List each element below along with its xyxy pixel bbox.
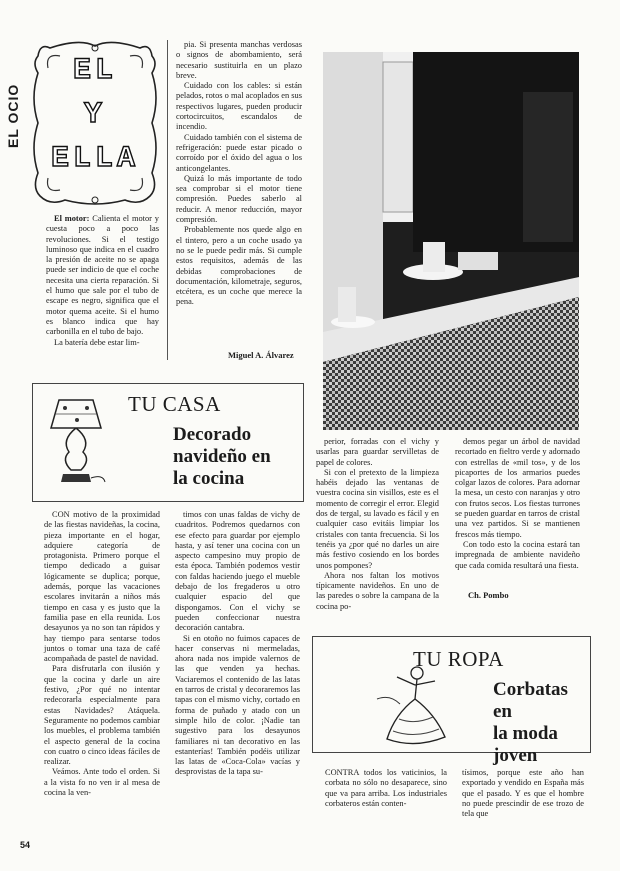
tu-casa-header-box bbox=[32, 383, 304, 502]
paragraph: Para disfrutarla con ilusión y que la cocina y darle un aire festivo, ¿Por qué no intentar redecorarla especialmente para estas Navidades? Atáquela. Seguramente no podemos cambiar los muebles, el problema también el aspecto general de la cocina con cuatro o cinco ideas fáciles de realizar. bbox=[44, 664, 160, 767]
el-y-ella-byline: Miguel A. Álvarez bbox=[228, 350, 294, 360]
tu-casa-column-2 bbox=[175, 510, 300, 840]
paragraph-text: Calienta el motor y cuesta poco a poco las revoluciones. Si el testigo luminoso que indica en el cuadro la presión de aceite no se apaga puede ser indicio de que el coche necesita una cierta reparación. Si el humo que sale por el tubo de escape es negro, significa que el motor quema aceite. Si el humo es blanco indica que hay carbonilla en el tubo de bajo. bbox=[46, 214, 159, 337]
paragraph: Si con el pretexto de la limpieza habéis dejado las ventanas de vuestra cocina sin visillos, este es el momento de corregir el error. Elegid dos de tergal, su lavado es fácil y en cualquier caso evitáis limpiar los cristales con tanta frecuencia. Si los tenéis ya ¿por qué no darles un aire más festivo cosiendo en los bordes unos pompones? bbox=[316, 467, 439, 570]
paragraph: CON motivo de la proximidad de las fiestas navideñas, la cocina, pieza importante en el hogar, adquiere categoría de protagonista. Primero porque el tiempo dedicado a guisar lógicamente se duplica; porque, además, porque las vacaciones escolares invitarán a niños más tiempo en casa y es justo que la familia pase en ella reunida. Los desayunos ya no son tan rápidos y hay tiempo para sentarse todos juntos o tomar una taza de café acompañada de pastel de navidad. bbox=[44, 510, 160, 664]
tu-ropa-header-box bbox=[312, 636, 591, 766]
section-label bbox=[4, 38, 22, 148]
title-word-el: EL bbox=[72, 54, 117, 88]
paragraph: Si en otoño no fuimos capaces de hacer conservas ni mermeladas, ahora nada nos impide valernos de las que venden ya hechas. Vaciaremos el contenido de las latas en tarros de cristal y decoraremos las tapas con el mismo vichy, cortado en forma de puñado y atado con un simple hilo de color. ¡Nadie tan sugestivo para los desayunos familiares ni tan decorativo en las estanterías! También podéis utilizar las latas de «Coca-Cola» vacías y desprovistas de la tapa su- bbox=[175, 633, 300, 777]
paragraph bbox=[46, 214, 159, 338]
paragraph: Veámos. Ante todo el orden. Si a la vista fo no ven ir al mesa de cocina la ven- bbox=[44, 767, 160, 798]
headline-line: navideño en bbox=[173, 446, 271, 467]
paragraph-lead: El motor: bbox=[54, 214, 90, 223]
paragraph: Cuidado también con el sistema de refrigeración: puede estar picado o corroído por el óxido del agua o los anticongelantes. bbox=[176, 132, 302, 173]
tu-casa-column-1 bbox=[44, 510, 160, 840]
headline-line: la moda bbox=[493, 723, 558, 744]
headline-line: Corbatas en bbox=[493, 679, 568, 722]
tu-ropa-column-2: tísimos, porque este año han exportado y vendido en España más que el pasado. Y es que el hombre no puede prescindir de ese trozo de tela que bbox=[462, 768, 584, 819]
title-word-y: Y bbox=[83, 98, 106, 132]
tu-casa-title: TU CASA bbox=[128, 392, 221, 416]
paragraph: Con todo esto la cocina estará tan impregnada de ambiente navideño que cada comida resultará una fiesta. bbox=[455, 539, 580, 570]
kitchen-image-icon bbox=[323, 52, 579, 430]
lamp-icon bbox=[41, 390, 111, 490]
paragraph: demos pegar un árbol de navidad recortado en fieltro verde y adornado con estrellas de «mil tos», y de los picaportes de los armarios puedes colgar lazos de colores. Para adornar la mesa, un cesto con naranjas y otro con frutos secos. Los fiestas turrones se pueden guardar en tarros de cristal una vez partidos. Si se mantienen frescos más tiempo. bbox=[455, 437, 580, 539]
paragraph: timos con unas faldas de vichy de cuadritos. Podremos quedarnos con ese efecto para guardar por ejemplo hasta, y así tener una cocina con un aspecto campesino muy propio de esta época. También podemos vestir con faldas haciendo juego el mueble debajo de los fregaderos u otro cualquier espacio del que dispongamos. Con el vichy se pueden confeccionar nuestra decoración cantabra. bbox=[175, 510, 300, 633]
el-y-ella-title bbox=[30, 38, 160, 208]
el-y-ella-column-1 bbox=[46, 214, 159, 360]
tu-ropa-title: TU ROPA bbox=[413, 647, 504, 671]
kitchen-photo bbox=[323, 52, 579, 430]
title-word-ella: ELLA bbox=[50, 142, 139, 176]
paragraph: Cuidado con los cables: si están pelados, rotos o mal acoplados en sus respectivos lugares, pueden producir cortocircuitos, escandalos de incendio. bbox=[176, 81, 302, 132]
paragraph: Quizá lo más importante de todo sea comprobar si el motor tiene compresión. Puedes saberlo al reducir. A menor reducción, mayor compresión. bbox=[176, 173, 302, 225]
tu-casa-column-4 bbox=[455, 437, 580, 577]
paragraph: pia. Si presenta manchas verdosas o signos de abombamiento, será necesario sustituirla en un plazo breve. bbox=[176, 40, 302, 80]
tu-ropa-column-1: CONTRA todos los vaticinios, la corbata no sólo no desaparece, sino que va para arriba. Los industriales corbateros están conten- bbox=[325, 768, 447, 808]
tu-ropa-headline bbox=[493, 679, 590, 767]
paragraph: Probablemente nos quede algo en el tintero, pero a un coche usado ya no se le puede pedir más. Si cumple estos requisitos, además de las debidas comprobaciones de documentación, kilometraje, seguros, etcétera, es un coche que merece la pena. bbox=[176, 225, 302, 307]
tu-casa-column-3 bbox=[316, 437, 439, 611]
tu-casa-byline: Ch. Pombo bbox=[468, 590, 509, 600]
column-rule bbox=[167, 40, 168, 360]
headline-line: la cocina bbox=[173, 468, 245, 489]
headline-line: joven bbox=[493, 745, 538, 766]
paragraph: La batería debe estar lim- bbox=[54, 337, 140, 347]
page-number: 54 bbox=[20, 840, 31, 850]
dancing-figure-icon bbox=[375, 659, 465, 749]
paragraph: Ahora nos faltan los motivos típicamente navideños. En uno de las paredes o sobre la campana de la cocina po- bbox=[316, 570, 439, 611]
tu-casa-headline bbox=[173, 424, 271, 490]
section-label-text: EL OCIO bbox=[5, 83, 21, 148]
el-y-ella-column-2 bbox=[176, 40, 302, 345]
paragraph: perior, forradas con el vichy y usarlas para guardar servilletas de papel de colores. bbox=[316, 437, 439, 467]
headline-line: Decorado bbox=[173, 424, 252, 445]
